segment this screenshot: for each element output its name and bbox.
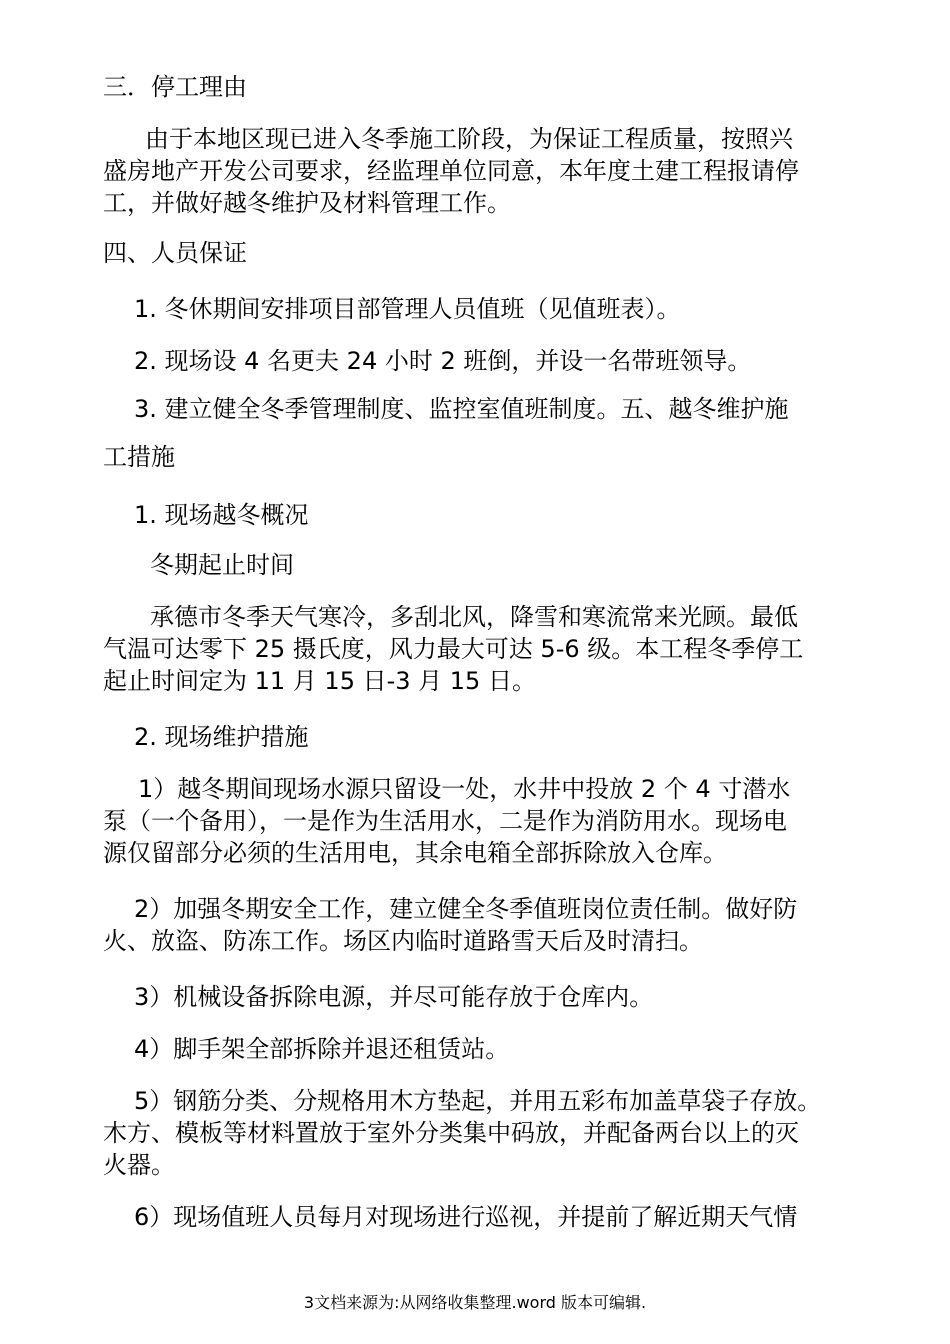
paragraph-line: 火器。 [103, 1151, 175, 1179]
paragraph-line: 火、放盗、防冻工作。场区内临时道路雪天后及时清扫。 [103, 927, 703, 955]
paragraph-line: 承德市冬季天气寒冷，多刮北风，降雪和寒流常来光顾。最低 [150, 603, 798, 631]
page-footer: 3文档来源为:从网络收集整理.word 版本可编辑. [303, 1293, 647, 1312]
section-heading-4: 四、人员保证 [103, 239, 247, 267]
list-item: 2. 现场设 4 名更夫 24 小时 2 班倒，并设一名带班领导。 [134, 347, 752, 375]
list-item: 6）现场值班人员每月对现场进行巡视，并提前了解近期天气情 [134, 1203, 798, 1231]
subsection-heading: 1. 现场越冬概况 [134, 501, 309, 529]
list-item: 5）钢筋分类、分规格用木方垫起，并用五彩布加盖草袋子存放。 [134, 1087, 822, 1115]
list-item: 1. 冬休期间安排项目部管理人员值班（见值班表）。 [134, 295, 681, 323]
paragraph-line: 泵（一个备用），一是作为生活用水，二是作为消防用水。现场电 [103, 807, 787, 835]
paragraph-line: 盛房地产开发公司要求，经监理单位同意，本年度土建工程报请停 [103, 157, 799, 185]
list-item: 3）机械设备拆除电源，并尽可能存放于仓库内。 [134, 983, 654, 1011]
list-item: 3. 建立健全冬季管理制度、监控室值班制度。五、越冬维护施 [134, 395, 789, 423]
paragraph-line: 由于本地区现已进入冬季施工阶段，为保证工程质量，按照兴 [145, 125, 793, 153]
list-item: 4）脚手架全部拆除并退还租赁站。 [134, 1035, 510, 1063]
list-item: 2）加强冬期安全工作，建立健全冬季值班岗位责任制。做好防 [134, 895, 798, 923]
paragraph-line: 工措施 [103, 443, 175, 471]
section-heading-3: 三．停工理由 [103, 73, 247, 101]
paragraph-line: 木方、模板等材料置放于室外分类集中码放，并配备两台以上的灭 [103, 1119, 799, 1147]
paragraph-line: 气温可达零下 25 摄氏度，风力最大可达 5-6 级。本工程冬季停工 [103, 635, 804, 663]
list-item: 1）越冬期间现场水源只留设一处，水井中投放 2 个 4 寸潜水 [138, 775, 791, 803]
subsection-heading: 2. 现场维护措施 [134, 723, 309, 751]
paragraph-line: 源仅留部分必须的生活用电，其余电箱全部拆除放入仓库。 [103, 839, 727, 867]
subsection-heading: 冬期起止时间 [150, 551, 294, 579]
paragraph-line: 起止时间定为 11 月 15 日-3 月 15 日。 [103, 667, 536, 695]
paragraph-line: 工，并做好越冬维护及材料管理工作。 [103, 189, 511, 217]
